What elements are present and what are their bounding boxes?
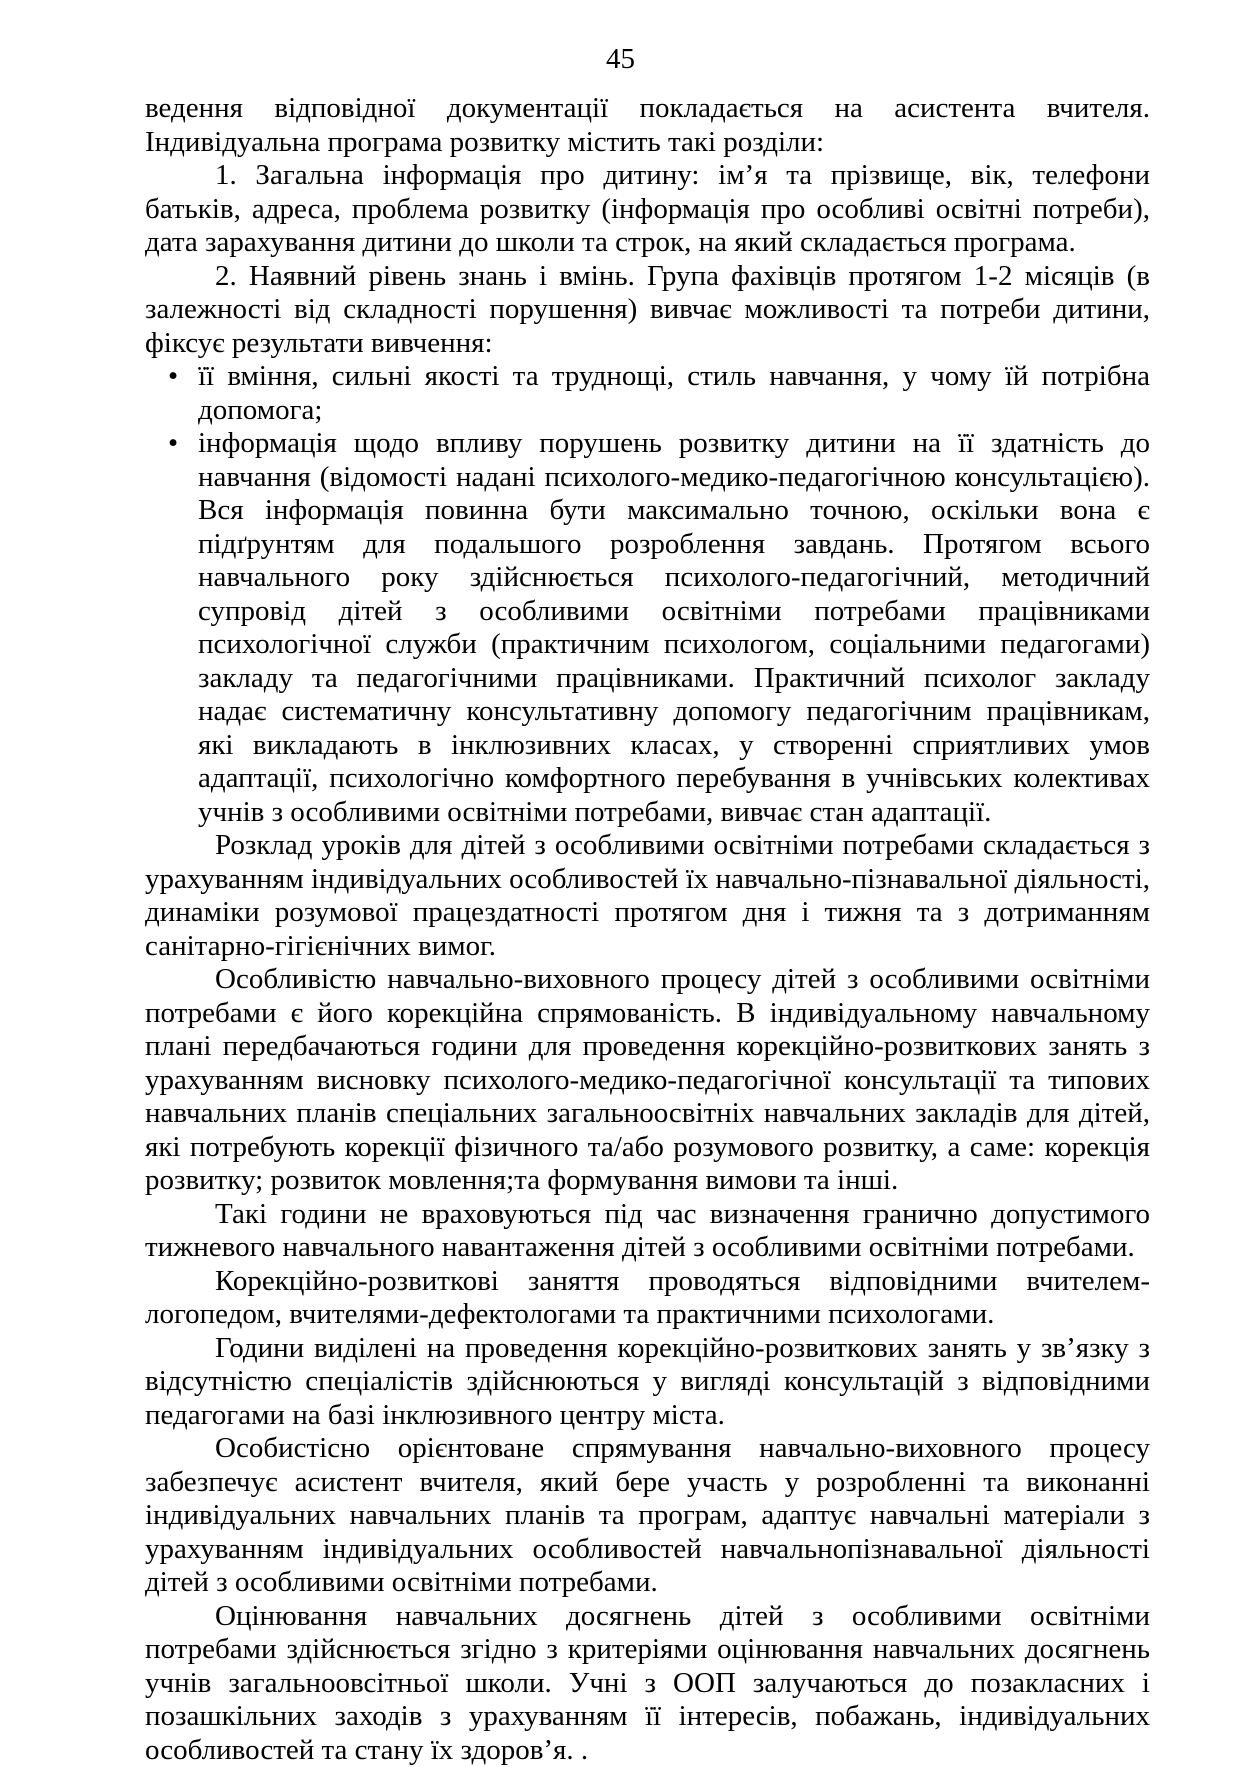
paragraph: Особистісно орієнтоване спрямування навчально-виховного процесу забезпечує асистент вчителя, який бере участь у розробленні та виконанні індивідуальних навчальних планів та програм, адаптує навчальні матеріали з урахуванням індивідуальних особливостей навчальнопізнавальної діяльності дітей з особливими освітніми потребами.	[145, 1432, 1150, 1600]
paragraph: ведення відповідної документації покладається на асистента вчителя. Індивідуальна програма розвитку містить такі розділи:	[145, 92, 1150, 159]
paragraph: Корекційно-розвиткові заняття проводяться відповідними вчителем-логопедом, вчителями-дефектологами та практичними психологами.	[145, 1265, 1150, 1332]
bullet-text: її вміння, сильні якості та труднощі, стиль навчання, у чому їй потрібна допомога;	[198, 360, 1150, 426]
page-number: 45	[0, 44, 1241, 74]
paragraph: Особливістю навчально-виховного процесу дітей з особливими освітніми потребами є його корекційна спрямованість. В індивідуальному навчальному плані передбачаються години для проведення корекційно-розвиткових занять з урахуванням висновку психолого-медико-педагогічної консультації та типових навчальних планів спеціальних загальноосвітніх навчальних закладів для дітей, які потребують корекції фізичного та/або розумового розвитку, а саме: корекція розвитку; розвиток мовлення;та формування вимови та інші.	[145, 963, 1150, 1198]
bullet-icon: •	[168, 427, 178, 461]
bullet-item	[198, 360, 1150, 427]
paragraph: Розклад уроків для дітей з особливими освітніми потребами складається з урахуванням індивідуальних особливостей їх навчально-пізнавальної діяльності, динаміки розумової працездатності протягом дня і тижня та з дотриманням санітарно-гігієнічних вимог.	[145, 829, 1150, 963]
paragraph: Години виділені на проведення корекційно-розвиткових занять у зв’язку з відсутністю спеціалістів здійснюються у вигляді консультацій з відповідними педагогами на базі інклюзивного центру міста.	[145, 1332, 1150, 1433]
bullet-item	[198, 427, 1150, 829]
paragraph: Оцінювання навчальних досягнень дітей з особливими освітніми потребами здійснюється згідно з критеріями оцінювання навчальних досягнень учнів загальноовсітньої школи. Учні з ООП залучаються до позакласних і позашкільних заходів з урахуванням її інтересів, побажань, індивідуальних особливостей та стану їх здоров’я. .	[145, 1600, 1150, 1767]
bullet-icon: •	[168, 360, 178, 394]
document-body	[145, 92, 1150, 1767]
bullet-text: інформація щодо впливу порушень розвитку дитини на її здатність до навчання (відомості надані психолого-медико-педагогічною консультацією). Вся інформація повинна бути максимально точною, оскільки вона є підґрунтям для подальшого розроблення завдань. Протягом всього навчального року здійснюється психолого-педагогічний, методичний супровід дітей з особливими освітніми потребами працівниками психологічної служби (практичним психологом, соціальними педагогами) закладу та педагогічними працівниками. Практичний психолог закладу надає систематичну консультативну допомогу педагогічним працівникам, які викладають в інклюзивних класах, у створенні сприятливих умов адаптації, психологічно комфортного перебування в учнівських колективах учнів з особливими освітніми потребами, вивчає стан адаптації.	[198, 427, 1150, 828]
paragraph: 2. Наявний рівень знань і вмінь. Група фахівців протягом 1-2 місяців (в залежності від складності порушення) вивчає можливості та потреби дитини, фіксує результати вивчення:	[145, 260, 1150, 361]
bullet-list	[145, 360, 1150, 829]
paragraph: 1. Загальна інформація про дитину: ім’я та прізвище, вік, телефони батьків, адреса, проблема розвитку (інформація про особливі освітні потреби), дата зарахування дитини до школи та строк, на який складається програма.	[145, 159, 1150, 260]
paragraph: Такі години не враховуються під час визначення гранично допустимого тижневого навчального навантаження дітей з особливими освітніми потребами.	[145, 1198, 1150, 1265]
